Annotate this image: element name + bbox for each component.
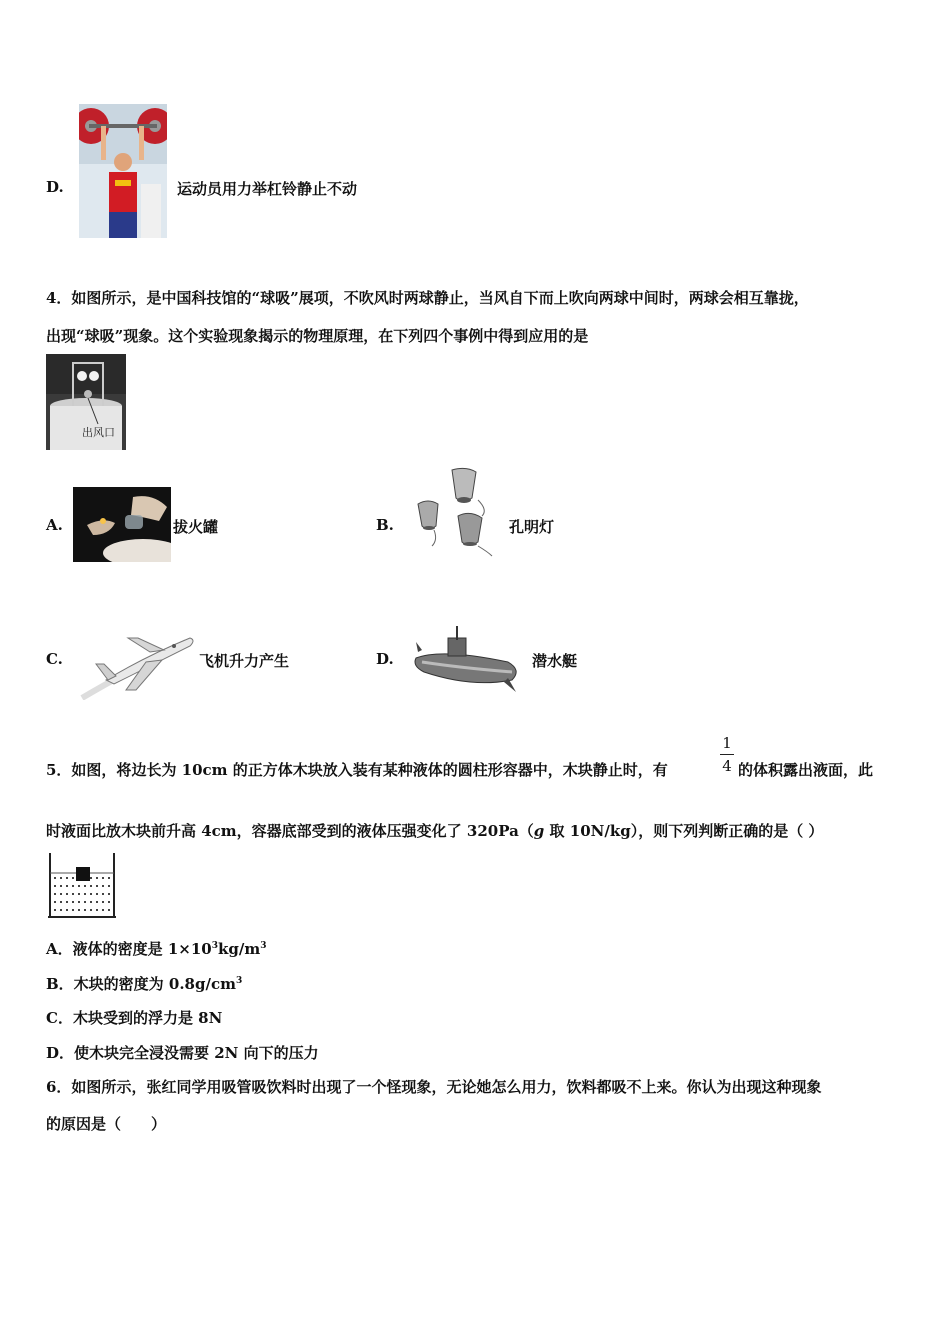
- q4-option-d-text: 潜水艇: [532, 652, 578, 670]
- q3-option-d-text: 运动员用力举杠铃静止不动: [177, 180, 358, 198]
- q4-option-b-text: 孔明灯: [509, 518, 555, 536]
- q5-option-b-pre: B．木块的密度为 0.8g/cm: [46, 975, 236, 993]
- q4-option-b-letter: B.: [376, 516, 394, 534]
- q6-stem-line1: 6．如图所示，张红同学用吸管吸饮料时出现了一个怪现象，无论她怎么用力，饮料都吸不上来。你认为出现这种现象: [46, 1078, 822, 1096]
- q5-option-a-sup2: 3: [260, 941, 267, 951]
- q5-stem-line1a: 5．如图，将边长为 10cm 的正方体木块放入装有某种液体的圆柱形容器中，木块静止时，有: [46, 761, 668, 779]
- q5-option-b-sup: 3: [235, 976, 243, 986]
- q5-option-a: [46, 938, 267, 959]
- container-block-diagram: [46, 851, 118, 921]
- q5-stem-line2a: 时液面比放木块前升高 4cm，容器底部受到的液体压强变化了 320Pa（: [46, 822, 534, 840]
- q5-option-d: D．使木块完全浸没需要 2N 向下的压力: [46, 1044, 319, 1062]
- cupping-photo: [73, 487, 171, 562]
- gravity-symbol: g: [533, 822, 545, 840]
- q5-stem-line2: [46, 820, 823, 841]
- q4-option-a-letter: A.: [46, 516, 63, 534]
- q5-stem-line1b: 的体积露出液面，此: [738, 761, 874, 779]
- q5-option-c: C．木块受到的浮力是 8N: [46, 1009, 223, 1027]
- weightlifter-photo: [79, 104, 167, 238]
- fraction-denominator: 4: [722, 757, 732, 775]
- airplane-drawing: [76, 628, 196, 700]
- q4-option-d-letter: D.: [376, 650, 394, 668]
- q6-stem-line2: 的原因是（ ）: [46, 1115, 167, 1133]
- q4-option-c-text: 飞机升力产生: [199, 652, 290, 670]
- sky-lantern-drawing: [412, 464, 502, 560]
- q4-stem-line2: 出现“球吸”现象。这个实验现象揭示的物理原理，在下列四个事例中得到应用的是: [46, 327, 589, 345]
- submarine-drawing: [412, 622, 522, 700]
- ball-suction-photo: [46, 354, 126, 450]
- q4-stem-line1: 4．如图所示，是中国科技馆的“球吸”展项，不吹风时两球静止，当风自下而上吹向两球中间时，两球会相互靠拢，: [46, 289, 809, 307]
- q5-option-a-unit: kg/m: [218, 940, 261, 958]
- q5-option-b: [46, 973, 242, 994]
- q3-option-d-letter: D.: [46, 178, 64, 196]
- outlet-label: 出风口: [82, 426, 115, 439]
- q4-option-a-text: 拔火罐: [173, 518, 219, 536]
- q5-stem-line2b: 取 10N/kg），则下列判断正确的是（ ）: [549, 822, 824, 840]
- fraction-one-quarter: [720, 734, 734, 775]
- q5-option-a-pre: A．液体的密度是 1×10: [46, 940, 212, 958]
- fraction-numerator: 1: [722, 734, 732, 752]
- q5-option-a-sup1: 3: [211, 941, 219, 951]
- q4-option-c-letter: C.: [46, 650, 63, 668]
